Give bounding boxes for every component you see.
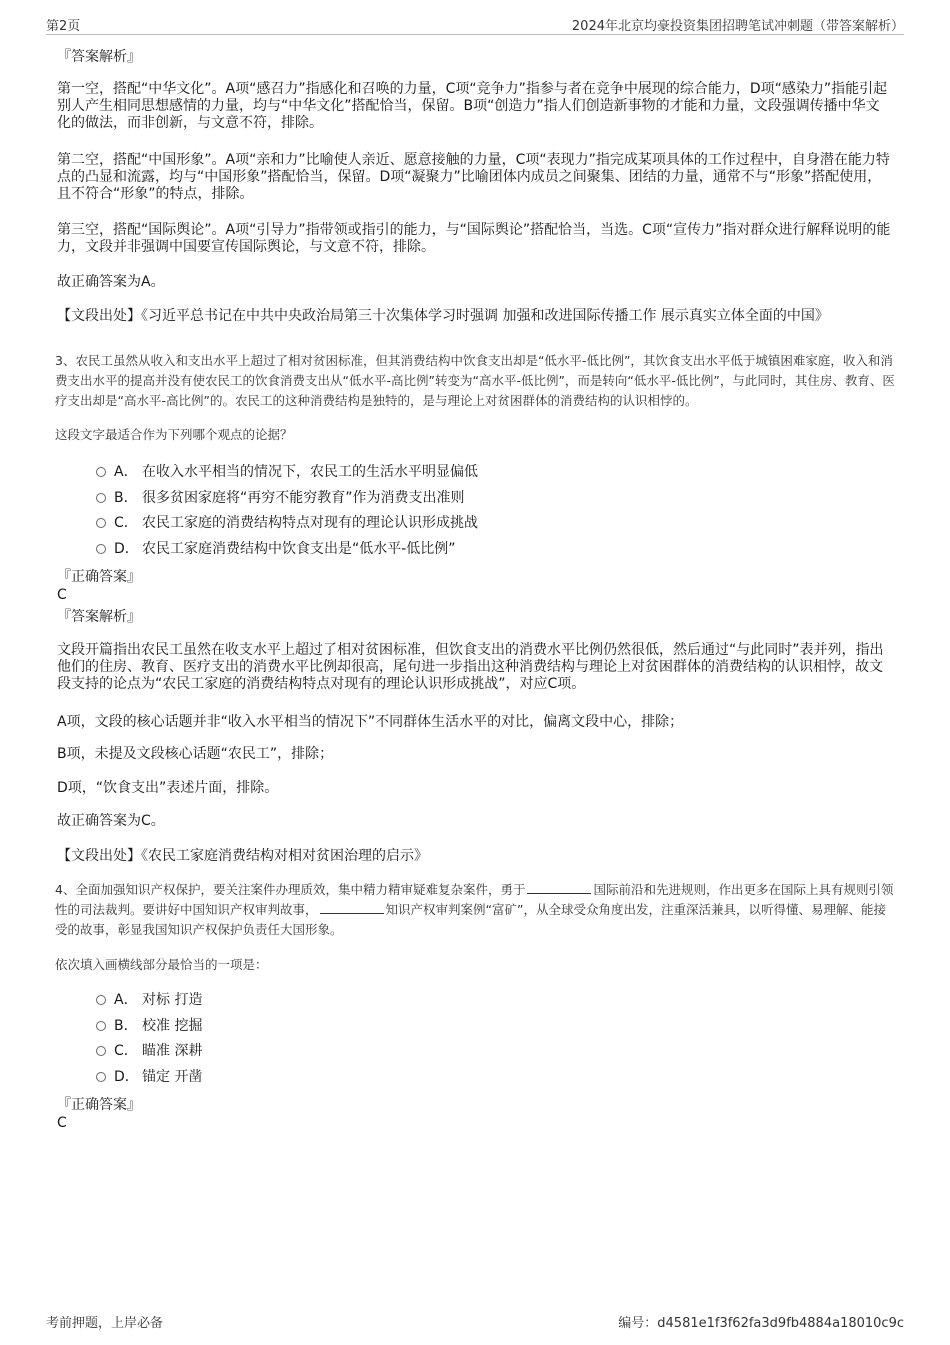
q3-option-b[interactable]: B． 很多贫困家庭将“再穷不能穷教育”作为消费支出准则 <box>96 488 465 508</box>
q2-analysis-paragraph-3: 第三空，搭配“国际舆论”。A项“引导力”指带领或指引的能力，与“国际舆论”搭配恰当，当选。C项“宣传力”指对群众进行解释说明的能力，文段并非强调中国要宣传国际舆论，与文意不符，排除。 <box>57 222 891 255</box>
q3-analysis-label: 『答案解析』 <box>57 609 141 625</box>
q3-option-c[interactable]: C． 农民工家庭的消费结构特点对现有的理论认识形成挑战 <box>96 513 478 533</box>
document-title: 2024年北京均豪投资集团招聘笔试冲刺题（带答案解析） <box>571 19 904 34</box>
q3-option-a[interactable]: A． 在收入水平相当的情况下，农民工的生活水平明显偏低 <box>96 462 478 482</box>
q3-conclusion: 故正确答案为C。 <box>57 813 165 829</box>
q4-option-c[interactable]: C． 瞄准 深耕 <box>96 1041 202 1061</box>
footer-note: 考前押题，上岸必备 <box>46 1316 164 1331</box>
q4-question: 依次填入画横线部分最恰当的一项是： <box>55 957 268 972</box>
radio-icon[interactable] <box>96 544 106 554</box>
fill-blank-1 <box>527 881 591 894</box>
radio-icon[interactable] <box>96 518 106 528</box>
q3-answer-label: 『正确答案』 <box>57 569 141 585</box>
page-header <box>46 14 904 35</box>
q4-option-b[interactable]: B． 校准 挖掘 <box>96 1016 202 1036</box>
q4-option-a[interactable]: A． 对标 打造 <box>96 990 202 1010</box>
q2-source: 【文段出处】《习近平总书记在中共中央政治局第三十次集体学习时强调 加强和改进国际传播工作 展示真实立体全面的中国》 <box>57 308 829 324</box>
q4-stem: 4、全面加强知识产权保护，要关注案件办理质效，集中精力精审疑难复杂案件，勇于 国际前沿和先进规则，作出更多在国际上具有规则引领性的司法裁判。要讲好中国知识产权审判故事， 知识产权审判案例“富矿”，从全球受众角度出发，注重深活兼具，以听得懂、易理解、能接受的故事，彰显我国知识产权保护负责任大国形象。 <box>55 882 894 937</box>
fill-blank-2 <box>320 901 384 914</box>
q3-analysis-paragraph-1: 文段开篇指出农民工虽然在收支水平上超过了相对贫困标准，但饮食支出的消费水平比例仍然很低，然后通过“与此同时”表并列，指出他们的住房、教育、医疗支出的消费水平比例却很高，尾句进一步指出这种消费结构与理论上对贫困群体的消费结构的认识相悖，故文段支持的论点为“农民工家庭的消费结构特点对现有的理论认识形成挑战”，对应C项。 <box>57 642 884 692</box>
q2-analysis-paragraph-2: 第二空，搭配“中国形象”。A项“亲和力”比喻使人亲近、愿意接触的力量，C项“表现力”指完成某项具体的工作过程中，自身潜在能力特点的凸显和流露，均与“中国形象”搭配恰当，保留。D项“凝聚力”比喻团体内成员之间聚集、团结的力量，通常不与“形象”搭配使用，且不符合“形象”的特点，排除。 <box>57 152 890 202</box>
radio-icon[interactable] <box>96 467 106 477</box>
q3-source: 【文段出处】《农民工家庭消费结构对相对贫困治理的启示》 <box>57 848 428 864</box>
radio-icon[interactable] <box>96 1046 106 1056</box>
q3-question: 这段文字最适合作为下列哪个观点的论据？ <box>55 427 293 442</box>
q3-analysis-paragraph-4: D项，“饮食支出”表述片面，排除。 <box>57 780 279 796</box>
q3-analysis-paragraph-2: A项，文段的核心话题并非“收入水平相当的情况下”不同群体生活水平的对比，偏离文段中心，排除； <box>57 714 684 730</box>
q3-stem: 3、农民工虽然从收入和支出水平上超过了相对贫困标准，但其消费结构中饮食支出却是“低水平-低比例”，其饮食支出水平低于城镇困难家庭，收入和消费支出水平的提高并没有使农民工的饮食消费支出从“低水平-高比例”转变为“高水平-低比例”，而是转向“低水平-低比例”，与此同时，其住房、教育、医疗支出却是“高水平-高比例”的。农民工的这种消费结构是独特的，是与理论上对贫困群体的消费结构的认识相悖的。 <box>55 353 895 408</box>
q4-answer-label: 『正确答案』 <box>57 1097 141 1113</box>
q3-option-d[interactable]: D． 农民工家庭消费结构中饮食支出是“低水平-低比例” <box>96 539 456 559</box>
q2-analysis-label: 『答案解析』 <box>57 49 141 65</box>
radio-icon[interactable] <box>96 995 106 1005</box>
radio-icon[interactable] <box>96 1072 106 1082</box>
document-code: 编号：d4581e1f3f62fa3d9fb4884a18010c9c <box>618 1316 904 1331</box>
page-number: 第2页 <box>46 19 81 34</box>
radio-icon[interactable] <box>96 493 106 503</box>
q3-answer: C <box>57 587 67 603</box>
q4-option-d[interactable]: D． 锚定 开凿 <box>96 1067 202 1087</box>
q2-conclusion: 故正确答案为A。 <box>57 274 165 290</box>
radio-icon[interactable] <box>96 1021 106 1031</box>
q3-analysis-paragraph-3: B项，未提及文段核心话题“农民工”，排除； <box>57 746 334 762</box>
q4-answer: C <box>57 1115 67 1131</box>
q2-analysis-paragraph-1: 第一空，搭配“中华文化”。A项“感召力”指感化和召唤的力量，C项“竞争力”指参与者在竞争中展现的综合能力，D项“感染力”指能引起别人产生相同思想感情的力量，均与“中华文化”搭配恰当，保留。B项“创造力”指人们创造新事物的才能和力量，文段强调传播中华文化的做法，而非创新，与文意不符，排除。 <box>57 81 888 131</box>
